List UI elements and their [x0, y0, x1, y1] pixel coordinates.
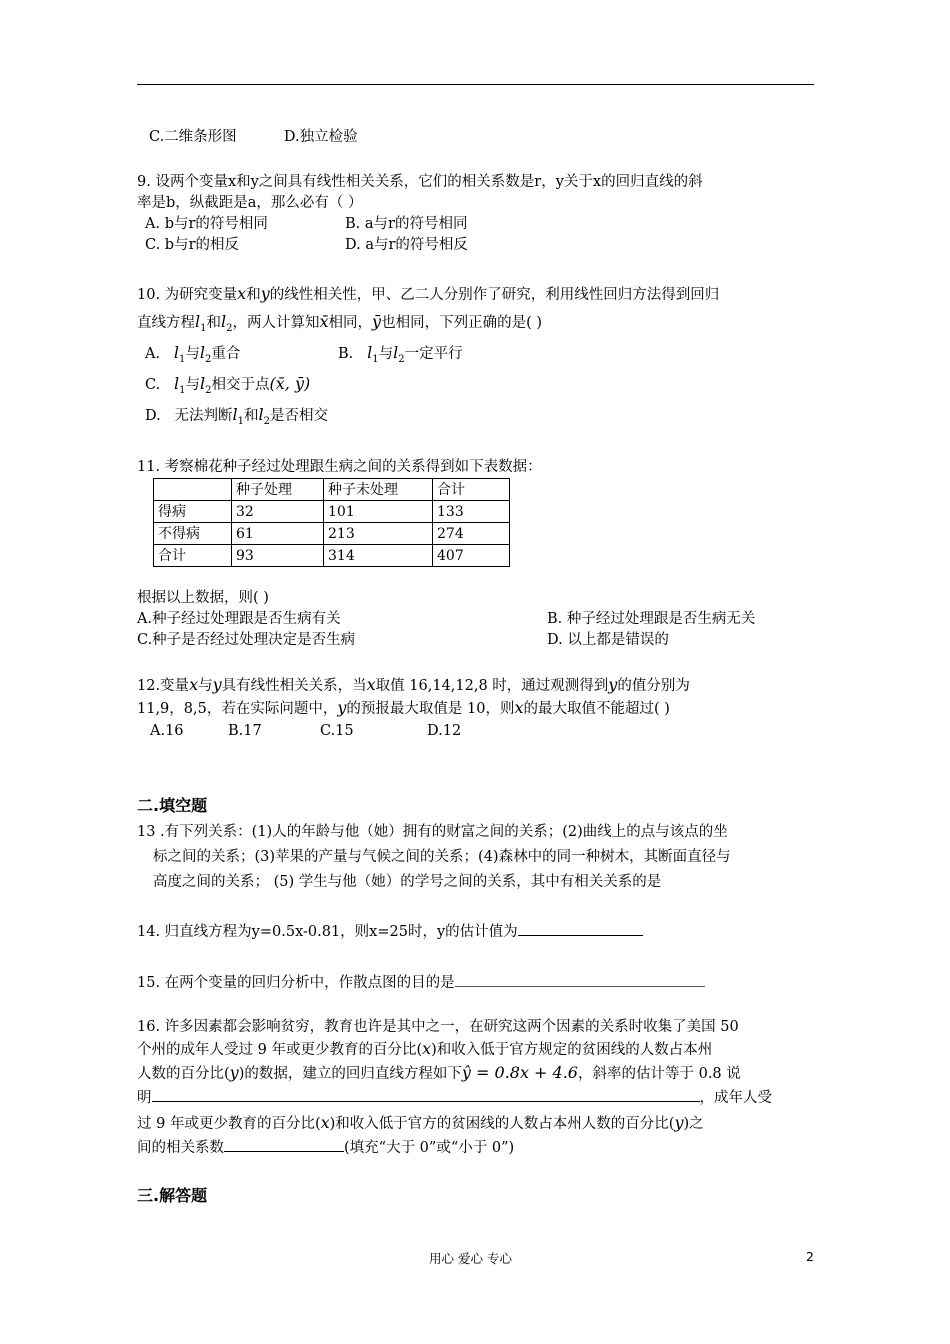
table-cell: 不得病 — [154, 523, 232, 545]
q12-option-c: C.15 — [320, 723, 354, 739]
q16-line4: 明 ，成年人受 — [137, 1087, 772, 1108]
table-cell: 合计 — [154, 545, 232, 567]
q13-line1: 13 .有下列关系：(1)人的年龄与他（她）拥有的财富之间的关系；(2)曲线上的点与该点的坐 — [137, 824, 728, 840]
table-cell: 101 — [324, 501, 433, 523]
q10-option-a: A. $l_1$与$l_2$重合 — [145, 343, 241, 365]
q9-option-a: A. b与r的符号相同 — [145, 216, 268, 232]
q9-option-d: D. a与r的符号相反 — [345, 237, 468, 253]
regression-equation: ŷ = 0.8x + 4.6 — [461, 1063, 578, 1082]
q11-option-b: B. 种子经过处理跟是否生病无关 — [547, 611, 756, 627]
table-cell: 32 — [232, 501, 324, 523]
q9-option-c: C. b与r的相反 — [145, 237, 240, 253]
q8-option-c: C.二维条形图 — [149, 129, 237, 145]
data-table — [153, 478, 510, 567]
q16-line5: 过 9 年或更少教育的百分比(x)和收入低于官方的贫困线的人数占本州人数的百分比(y)之 — [137, 1113, 704, 1132]
q12-option-b: B.17 — [228, 723, 262, 739]
q9-option-b: B. a与r的符号相同 — [345, 216, 468, 232]
q9-stem-line2: 率是b，纵截距是a，那么必有（ ） — [137, 195, 363, 211]
table-cell: 61 — [232, 523, 324, 545]
q8-option-d: D.独立检验 — [283, 129, 358, 145]
q9-stem-line1: 9. 设两个变量x和y之间具有线性相关关系，它们的相关系数是r，y关于x的回归直线的斜 — [137, 174, 703, 190]
q10-option-d: D. 无法判断$l_1$和$l_2$是否相交 — [145, 405, 329, 427]
q10-stem-line2: 直线方程$l_1$和$l_2$，两人计算知x̄相同，ȳ也相同，下列正确的是( ) — [137, 312, 543, 334]
var-y: y — [260, 284, 270, 303]
footer-text: 用心 爱心 专心 — [429, 1251, 512, 1266]
header-rule — [137, 84, 814, 85]
q16-answer-blank-2[interactable] — [224, 1137, 344, 1152]
q15-answer-blank[interactable] — [455, 972, 705, 987]
q12-options — [150, 721, 461, 741]
page-number: 2 — [806, 1249, 814, 1264]
q16-line6: 间的相关系数 (填充“大于 0”或“小于 0”) — [137, 1137, 514, 1158]
table-cell: 种子处理 — [232, 479, 324, 501]
q9-options-ab — [145, 214, 467, 234]
q14-answer-blank[interactable] — [518, 921, 643, 936]
q11-after: 根据以上数据，则( ) — [137, 590, 269, 606]
q15: 15. 在两个变量的回归分析中，作散点图的目的是 — [137, 972, 705, 993]
x-bar: x̄ — [319, 312, 329, 331]
q11-stem: 11. 考察棉花种子经过处理跟生病之间的关系得到如下表数据： — [137, 459, 542, 475]
y-bar: ȳ — [372, 312, 382, 331]
q10-options-ab — [145, 343, 463, 370]
section-2-title: 二.填空题 — [137, 796, 208, 815]
q16-line2: 个州的成年人受过 9 年或更少教育的百分比(x)和收入低于官方规定的贫困线的人数占本州 — [137, 1039, 713, 1058]
table-cell: 93 — [232, 545, 324, 567]
q11-option-d: D. 以上都是错误的 — [547, 632, 669, 648]
q12-option-d: D.12 — [427, 723, 462, 739]
table-cell: 种子未处理 — [324, 479, 433, 501]
table-row — [154, 523, 510, 545]
q12-stem-line1: 12.变量x与y具有线性相关关系，当x取值 16,14,12,8 时，通过观测得到y的值分别为 — [137, 675, 690, 694]
table-row — [154, 501, 510, 523]
q10-option-c: C. $l_1$与$l_2$相交于点(x̄, ȳ) — [145, 374, 311, 396]
table-cell: 合计 — [433, 479, 510, 501]
q11-option-a: A.种子经过处理跟是否生病有关 — [137, 611, 341, 627]
intersection-point: (x̄, ȳ) — [269, 374, 311, 393]
q11-option-c: C.种子是否经过处理决定是否生病 — [137, 632, 356, 648]
q9-options-cd — [145, 235, 468, 255]
q12-option-a: A.16 — [150, 723, 184, 739]
table-cell: 407 — [433, 545, 510, 567]
var-x: x — [237, 284, 247, 303]
q10-stem-line1: 10. 为研究变量x和y的线性相关性，甲、乙二人分别作了研究，利用线性回归方法得到回归 — [137, 284, 720, 303]
q14: 14. 归直线方程为y=0.5x-0.81，则x=25时，y的估计值为 — [137, 921, 643, 942]
table-cell: 314 — [324, 545, 433, 567]
table-header-row — [154, 479, 510, 501]
q16-line1: 16. 许多因素都会影响贫穷，教育也许是其中之一，在研究这两个因素的关系时收集了美国 50 — [137, 1019, 739, 1035]
q8-options — [149, 127, 358, 147]
q13-line2: 标之间的关系；(3)苹果的产量与气候之间的关系；(4)森林中的同一种树木，其断面直径与 — [153, 849, 731, 865]
q12-stem-line2: 11,9，8,5，若在实际问题中，y的预报最大取值是 10，则x的最大取值不能超过( ) — [137, 698, 670, 717]
q10-option-b: B. $l_1$与$l_2$一定平行 — [338, 343, 463, 365]
table-cell: 得病 — [154, 501, 232, 523]
section-3-title: 三.解答题 — [137, 1186, 208, 1205]
q16-answer-blank-1[interactable] — [152, 1087, 700, 1102]
table-cell — [154, 479, 232, 501]
q16-line3: 人数的百分比(y)的数据，建立的回归直线方程如下ŷ = 0.8x + 4.6，斜率的估计等于 0.8 说 — [137, 1063, 741, 1082]
table-cell: 133 — [433, 501, 510, 523]
table-row — [154, 545, 510, 567]
table-cell: 213 — [324, 523, 433, 545]
table-cell: 274 — [433, 523, 510, 545]
q13-line3: 高度之间的关系； (5) 学生与他（她）的学号之间的关系，其中有相关关系的是 — [153, 874, 662, 890]
